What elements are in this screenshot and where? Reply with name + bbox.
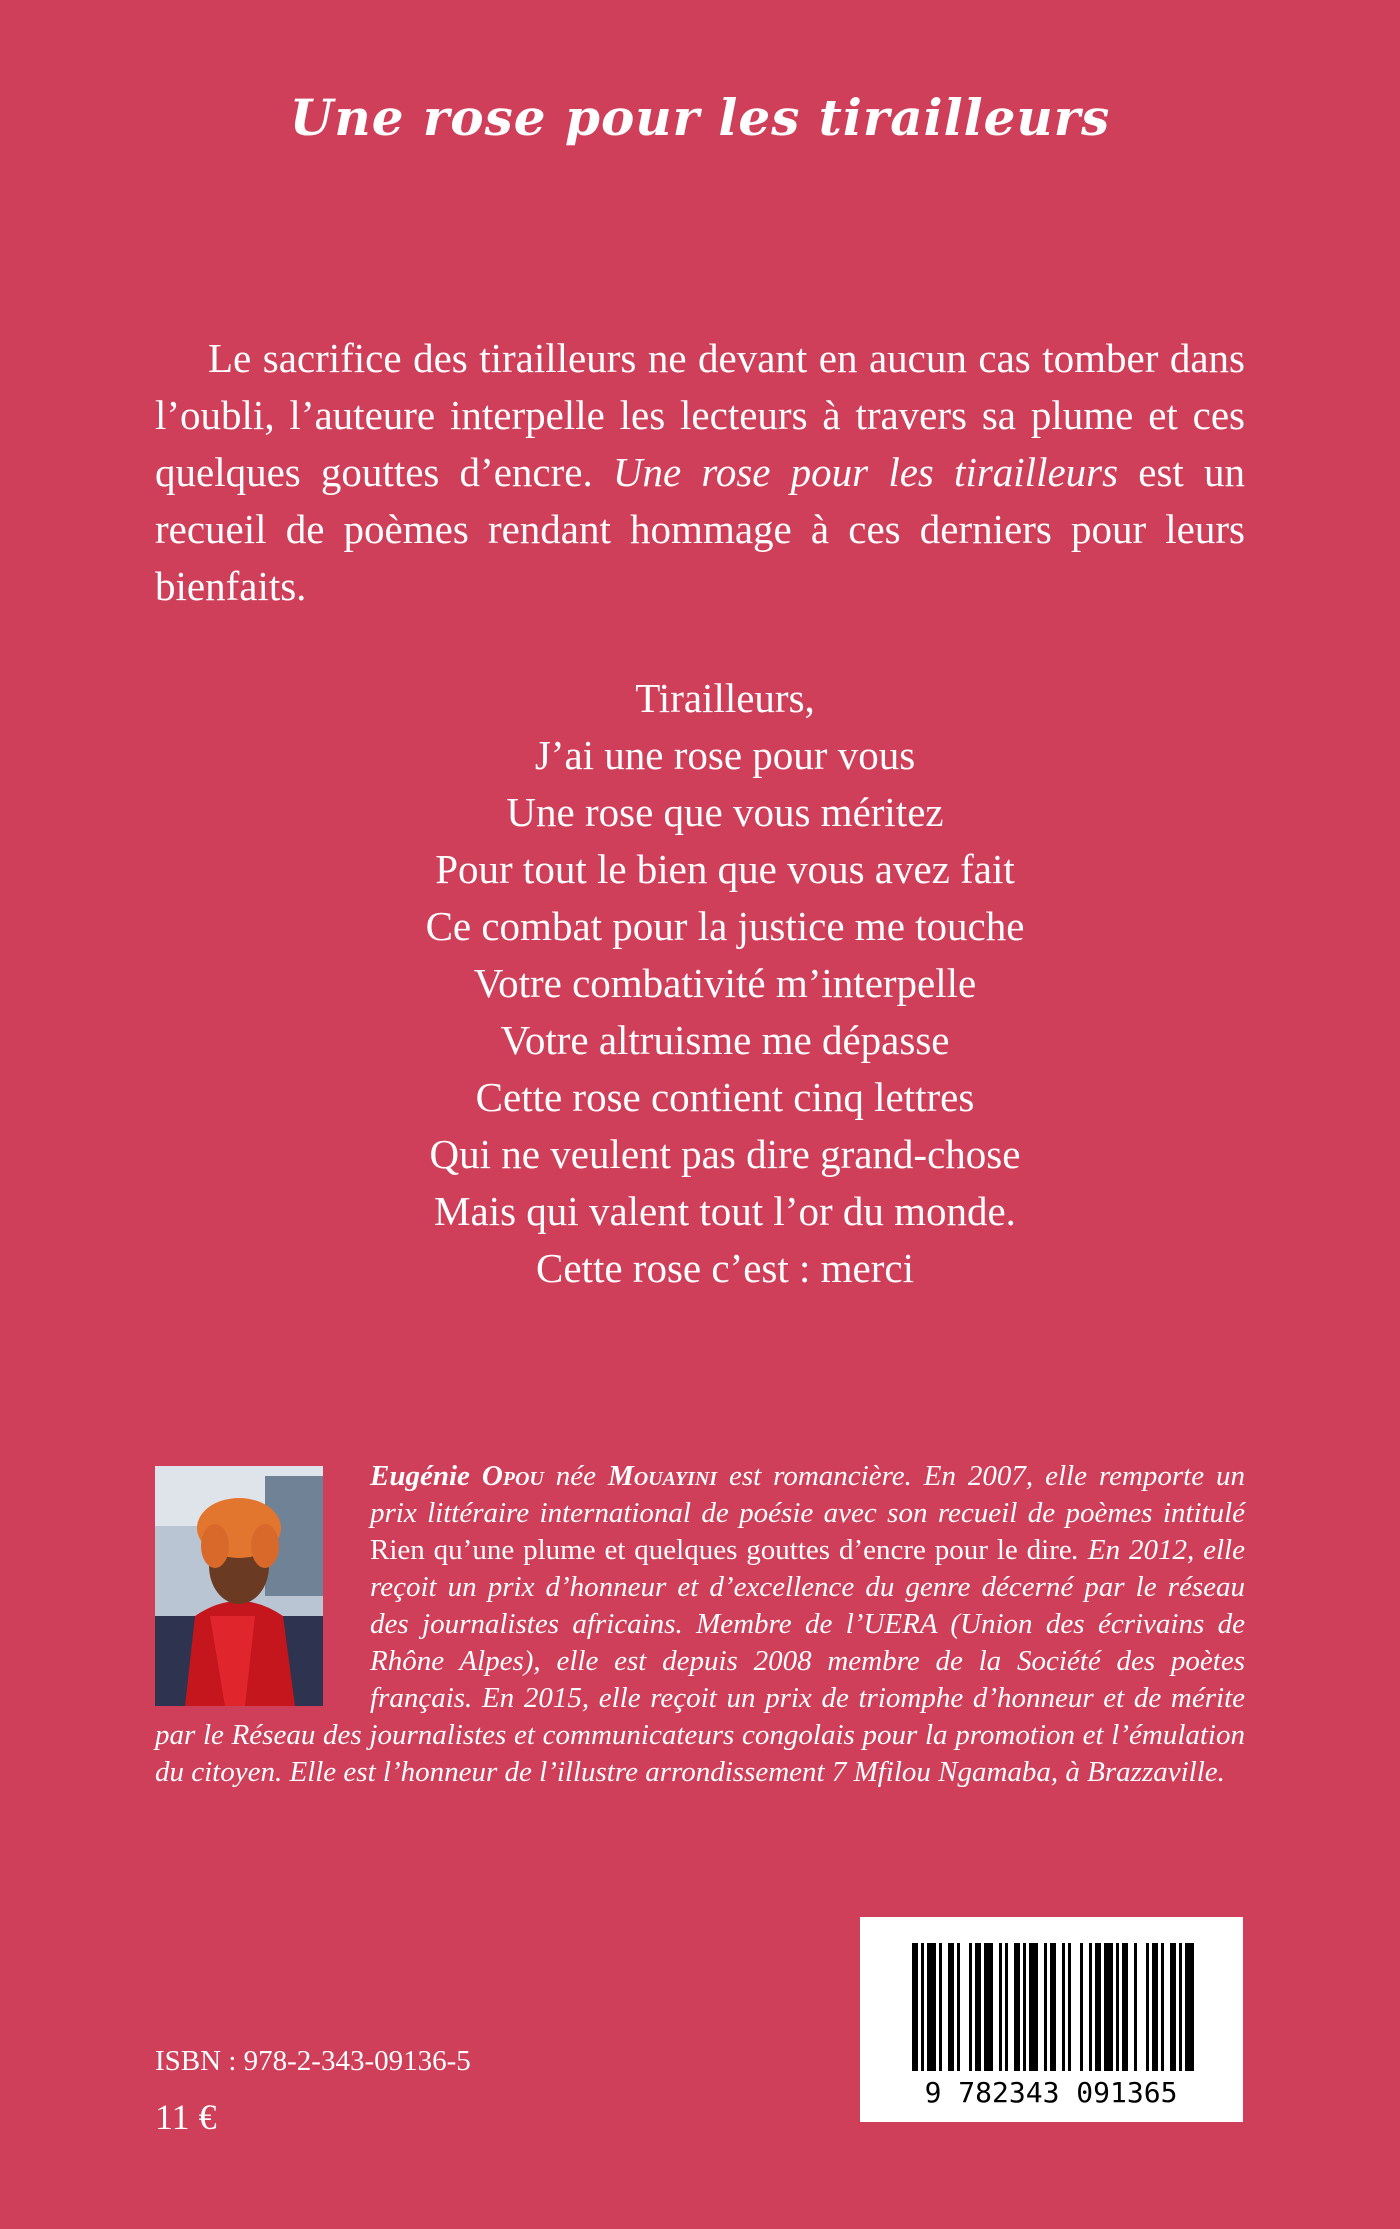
barcode-bar [969, 1943, 972, 2071]
barcode-bar [921, 1943, 924, 2071]
barcode-bar [927, 1943, 936, 2071]
poem-line: Qui ne veulent pas dire grand-chose [429, 1131, 1021, 1177]
barcode-bar [912, 1943, 918, 2071]
barcode-bar [1062, 1943, 1065, 2071]
poem-line: Mais qui valent tout l’or du monde. [434, 1188, 1016, 1234]
barcode-bar [1179, 1943, 1182, 2071]
barcode-bar [948, 1943, 954, 2071]
blurb-text-2: est un recueil de poèmes rendant hommage à ces derniers pour leurs bienfaits. [155, 449, 1246, 609]
barcode-bar [1005, 1943, 1008, 2071]
barcode-bar [957, 1943, 960, 2071]
barcode-bar [1029, 1943, 1038, 2071]
barcode-digits: 9 782343 091365 [924, 2076, 1178, 2109]
blurb-paragraph [155, 330, 1245, 615]
blurb-italic-title: Une rose pour les tirailleurs [612, 449, 1119, 495]
author-maiden-name: Mouayini [607, 1460, 718, 1492]
barcode-bar [975, 1943, 981, 2071]
barcode-bar [1152, 1943, 1158, 2071]
author-first-name: Eugénie [370, 1460, 470, 1492]
poem [0, 670, 1400, 1297]
barcode-bar [1050, 1943, 1056, 2071]
barcode-bar [1134, 1943, 1137, 2071]
barcode-bar [1014, 1943, 1020, 2071]
book-title: Une rose pour les tirailleurs [289, 88, 1111, 147]
poem-line: Cette rose c’est : merci [536, 1245, 914, 1291]
isbn: ISBN : 978-2-343-09136-5 [155, 2045, 471, 2077]
barcode [860, 1917, 1243, 2122]
poem-line: Votre altruisme me dépasse [500, 1017, 950, 1063]
poem-line: Pour tout le bien que vous avez fait [435, 846, 1015, 892]
barcode-bar [1104, 1943, 1113, 2071]
barcode-bar [1044, 1943, 1047, 2071]
barcode-bar [1089, 1943, 1092, 2071]
barcode-bar [1095, 1943, 1101, 2071]
barcode-bar [984, 1943, 993, 2071]
barcode-bar [939, 1943, 942, 2071]
barcode-bar [1116, 1943, 1119, 2071]
barcode-bar [1161, 1943, 1164, 2071]
poem-line: Cette rose contient cinq lettres [475, 1074, 975, 1120]
bio-text-2: . En 2012, elle reçoit un prix d’honneur et d’excellence du genre décerné par le réseau des journalistes africains. Membre de l’UERA (Union des écrivains de Rhône Alpes), elle est depuis 2008 membre de la Société des poètes français. En 2015, elle reçoit un prix de triomphe d’honneur et de mérite par le Réseau des journalistes et communicateurs congolais pour la promotion et l’émulation du citoyen. Elle est l’honneur de l’illustre arrondissement 7 Mfilou Ngamaba, à Brazzaville. [155, 1534, 1245, 1788]
bio-nee: née [543, 1460, 608, 1492]
author-last-name: Opou [481, 1460, 544, 1492]
barcode-bar [1023, 1943, 1026, 2071]
barcode-bar [1170, 1943, 1176, 2071]
barcode-bar [1146, 1943, 1149, 2071]
poem-line: Votre combativité m’interpelle [473, 960, 977, 1006]
poem-line: Une rose que vous méritez [506, 789, 944, 835]
barcode-graphic [860, 1917, 1243, 2122]
barcode-bar [1068, 1943, 1071, 2071]
poem-line: Tirailleurs, [635, 675, 815, 721]
author-photo [155, 1466, 323, 1706]
barcode-bar [1122, 1943, 1128, 2071]
bio-text-1: est romancière. En 2007, elle remporte un prix littéraire international de poésie avec son recueil de poèmes intitulé [370, 1460, 1246, 1529]
barcode-bar [1080, 1943, 1083, 2071]
poem-line: Ce combat pour la justice me touche [425, 903, 1025, 949]
poem-line: J’ai une rose pour vous [534, 732, 916, 778]
barcode-bar [999, 1943, 1002, 2071]
barcode-bar [1185, 1943, 1194, 2071]
bio-book-title: Rien qu’une plume et quelques gouttes d’encre pour le dire [370, 1534, 1072, 1566]
blurb-text-1: Le sacrifice des tirailleurs ne devant en aucun cas tomber dans l’oubli, l’auteure interpelle les lecteurs à travers sa plume et ces quelques gouttes d’encre. [155, 335, 1245, 495]
price: 11 € [155, 2097, 217, 2137]
